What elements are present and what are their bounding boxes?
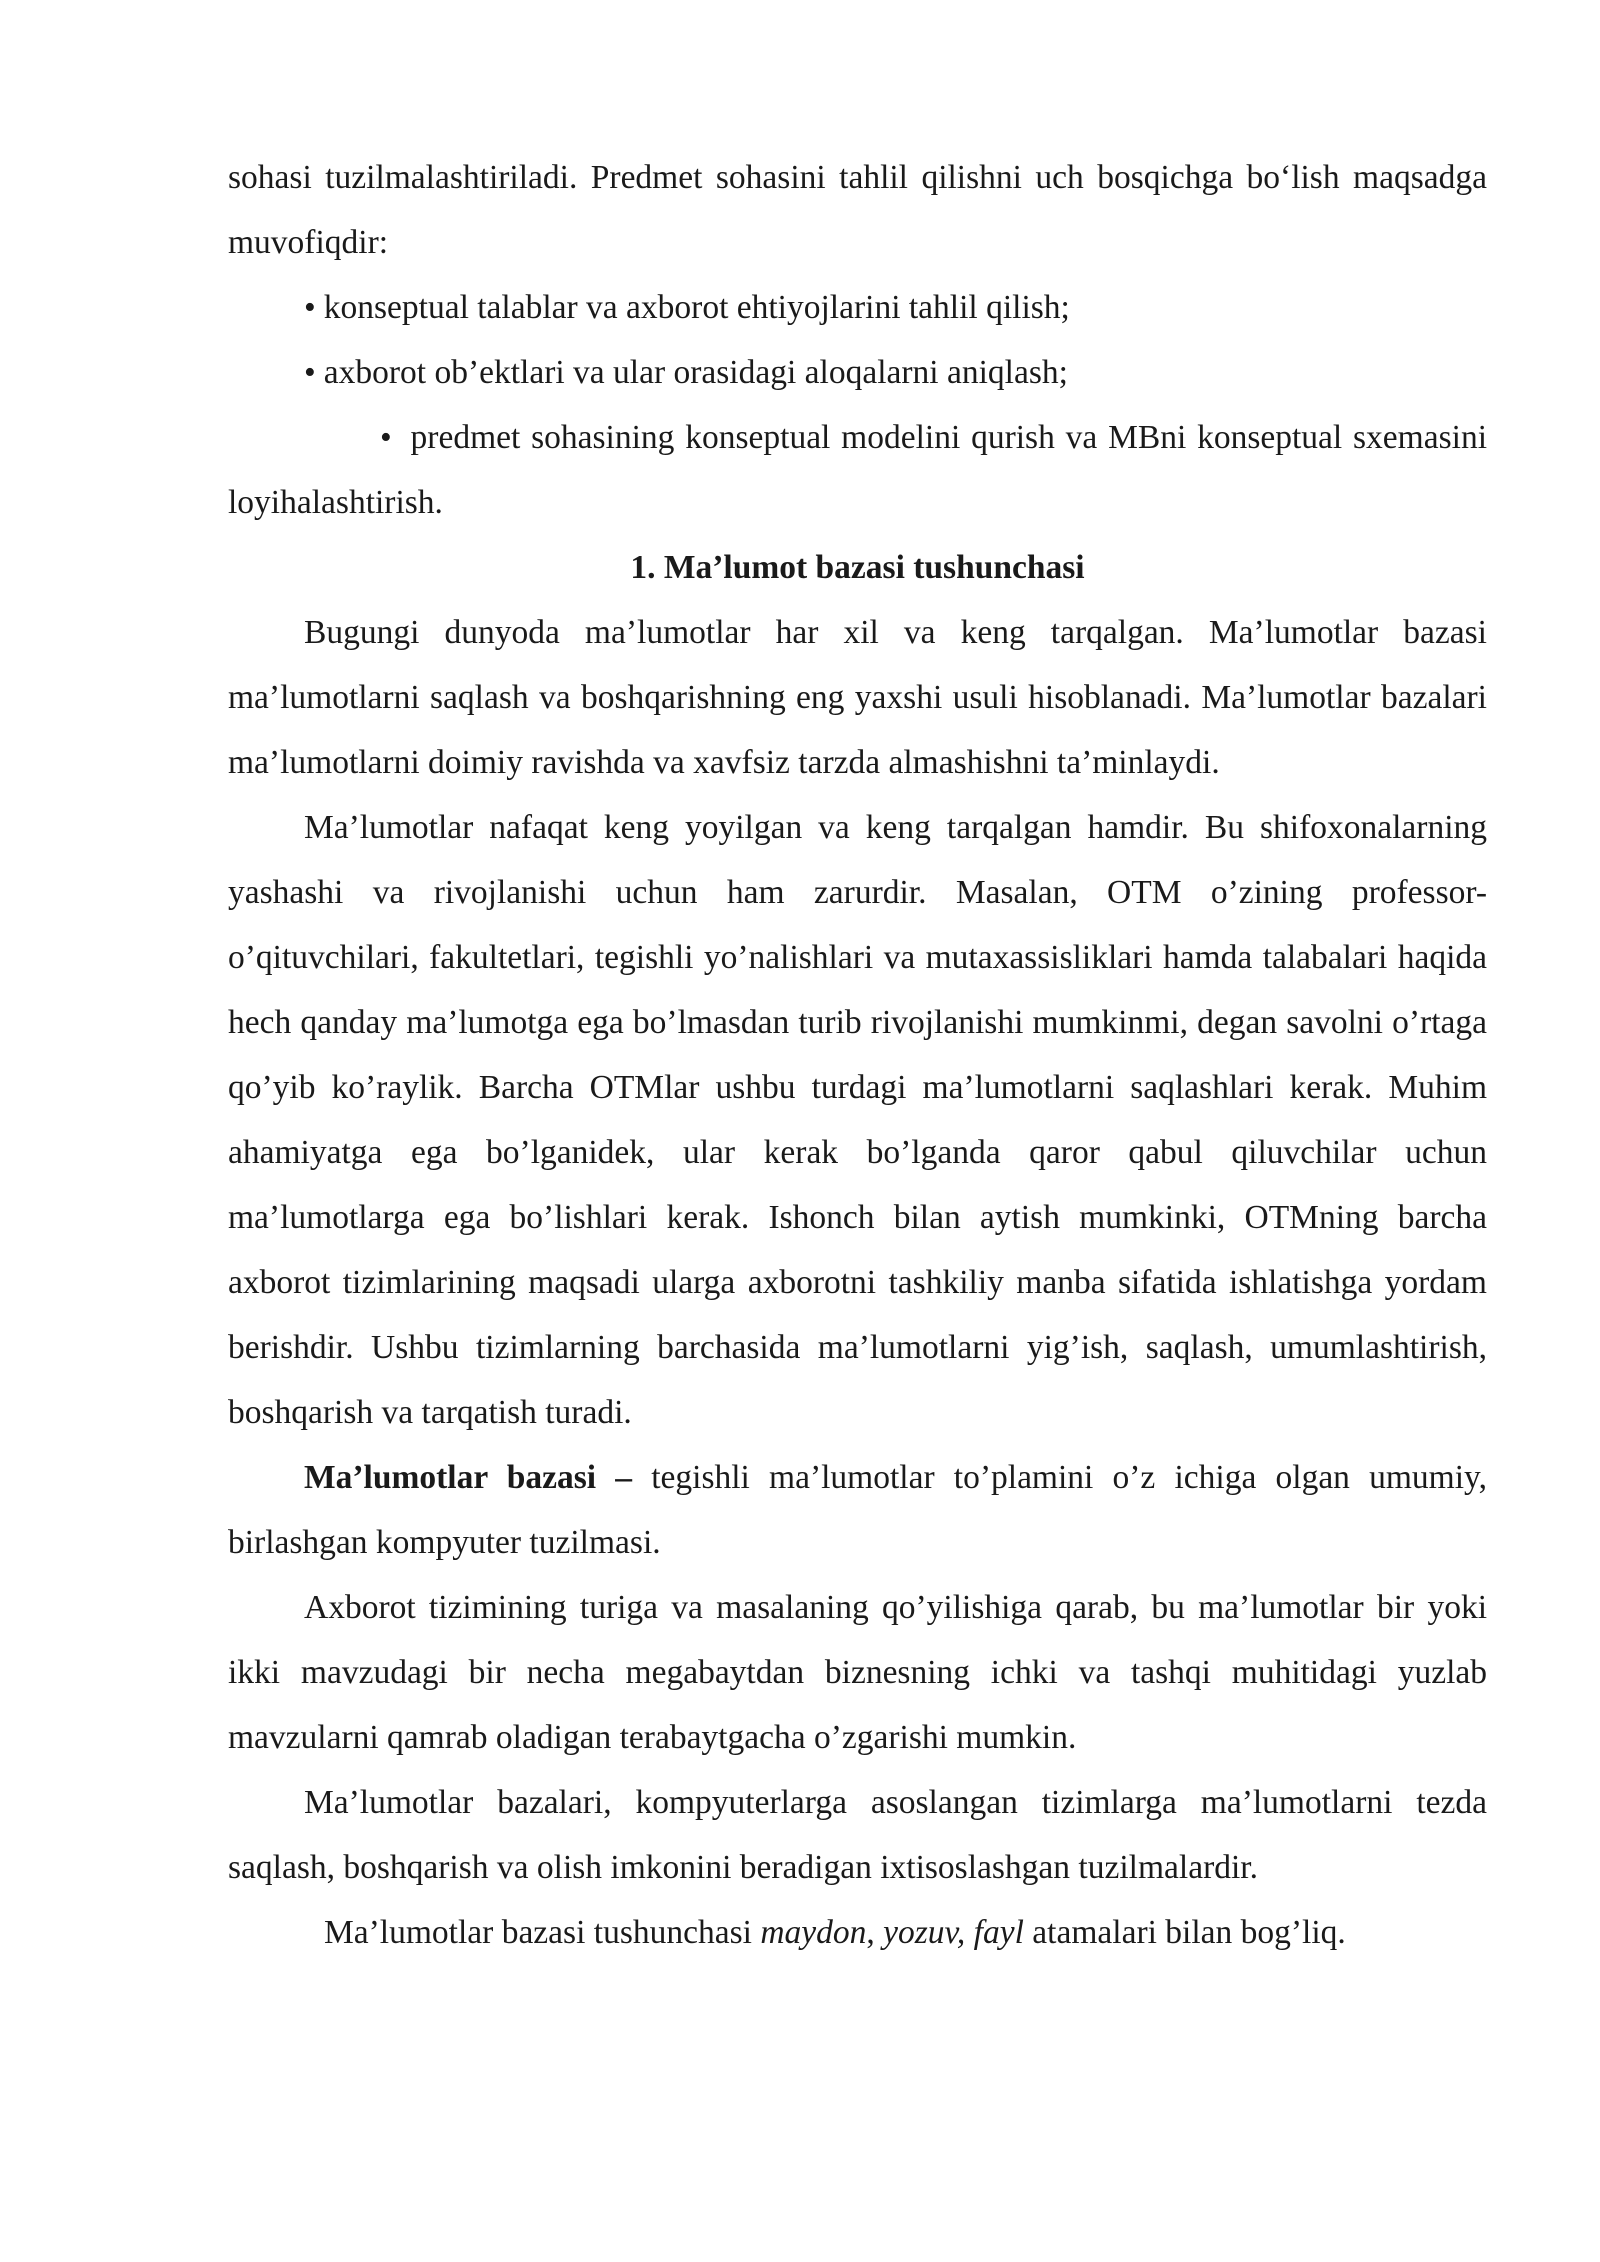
paragraph-4: Axborot tizimining turiga va masalaning qo’yilishiga qarab, bu ma’lumotlar bir yoki ikki mavzudagi bir necha megabaytdan biznesning ichki va tashqi muhitidagi yuzlab mavzularni qamrab oladigan terabaytgacha o’zgarishi mumkin.: [228, 1589, 1487, 1756]
paragraph-6-start: Ma’lumotlar bazasi tushunchasi: [324, 1914, 761, 1951]
bullet-icon: •: [304, 354, 316, 391]
bullet-text: axborot ob’ektlari va ular orasidagi aloqalarni aniqlash;: [323, 354, 1068, 391]
bullet-text: konseptual talablar va axborot ehtiyojlarini tahlil qilish;: [323, 289, 1070, 326]
paragraph-6-end: atamalari bilan bog’liq.: [1023, 1914, 1346, 1951]
bullet-item-1: [228, 275, 1487, 340]
bullet-icon: •: [304, 289, 316, 326]
intro-paragraph: sohasi tuzilmalashtiriladi. Predmet sohasini tahlil qilishni uch bosqichga bo‘lish maqsadga muvofiqdir:: [228, 159, 1487, 261]
paragraph-1: Bugungi dunyoda ma’lumotlar har xil va keng tarqalgan. Ma’lumotlar bazasi ma’lumotlarni saqlash va boshqarishning eng yaxshi usuli hisoblanadi. Ma’lumotlar bazalari ma’lumotlarni doimiy ravishda va xavfsiz tarzda almashishni ta’minlaydi.: [228, 614, 1487, 781]
bullet-item-3: [228, 405, 1487, 535]
bullet-item-2: [228, 340, 1487, 405]
term-separator: ,: [866, 1914, 884, 1951]
definition-term: Ma’lumotlar bazasi –: [304, 1459, 633, 1496]
paragraph-2: Ma’lumotlar nafaqat keng yoyilgan va keng tarqalgan hamdir. Bu shifoxonalarning yashashi va rivojlanishi uchun ham zarurdir. Masalan, OTM o’zining professor-o’qituvchilari, fakultetlari, tegishli yo’nalishlari va mutaxassisliklari hamda talabalari haqida hech qanday ma’lumotga ega bo’lmasdan turib rivojlanishi mumkinmi, degan savolni o’rtaga qo’yib ko’raylik. Barcha OTMlar ushbu turdagi ma’lumotlarni saqlashlari kerak. Muhim ahamiyatga ega bo’lganidek, ular kerak bo’lganda qaror qabul qiluvchilar uchun ma’lumotlarga ega bo’lishlari kerak. Ishonch bilan aytish mumkinki, OTMning barcha axborot tizimlarining maqsadi ularga axborotni tashkiliy manba sifatida ishlatishga yordam berishdir. Ushbu tizimlarning barchasida ma’lumotlarni yig’ish, saqlash, umumlashtirish, boshqarish va tarqatish turadi.: [228, 809, 1487, 1431]
term-yozuv-fayl: yozuv, fayl: [883, 1914, 1024, 1951]
term-maydon: maydon: [760, 1914, 867, 1951]
bullet-text: predmet sohasining konseptual modelini qurish va MBni konseptual sxemasini loyihalashtirish.: [228, 419, 1487, 521]
section-heading: 1. Ma’lumot bazasi tushunchasi: [630, 549, 1085, 586]
paragraph-5: Ma’lumotlar bazalari, kompyuterlarga asoslangan tizimlarga ma’lumotlarni tezda saqlash, boshqarish va olish imkonini beradigan ixtisoslashgan tuzilmalardir.: [228, 1784, 1487, 1886]
paragraph-6: [228, 1900, 1487, 1965]
document-body: [228, 145, 1487, 1965]
definition-text: tegishli ma’lumotlar to’plamini o’z ichiga olgan umumiy, birlashgan kompyuter tuzilmasi.: [228, 1459, 1487, 1561]
definition-paragraph: [228, 1445, 1487, 1575]
bullet-icon: •: [380, 419, 392, 456]
